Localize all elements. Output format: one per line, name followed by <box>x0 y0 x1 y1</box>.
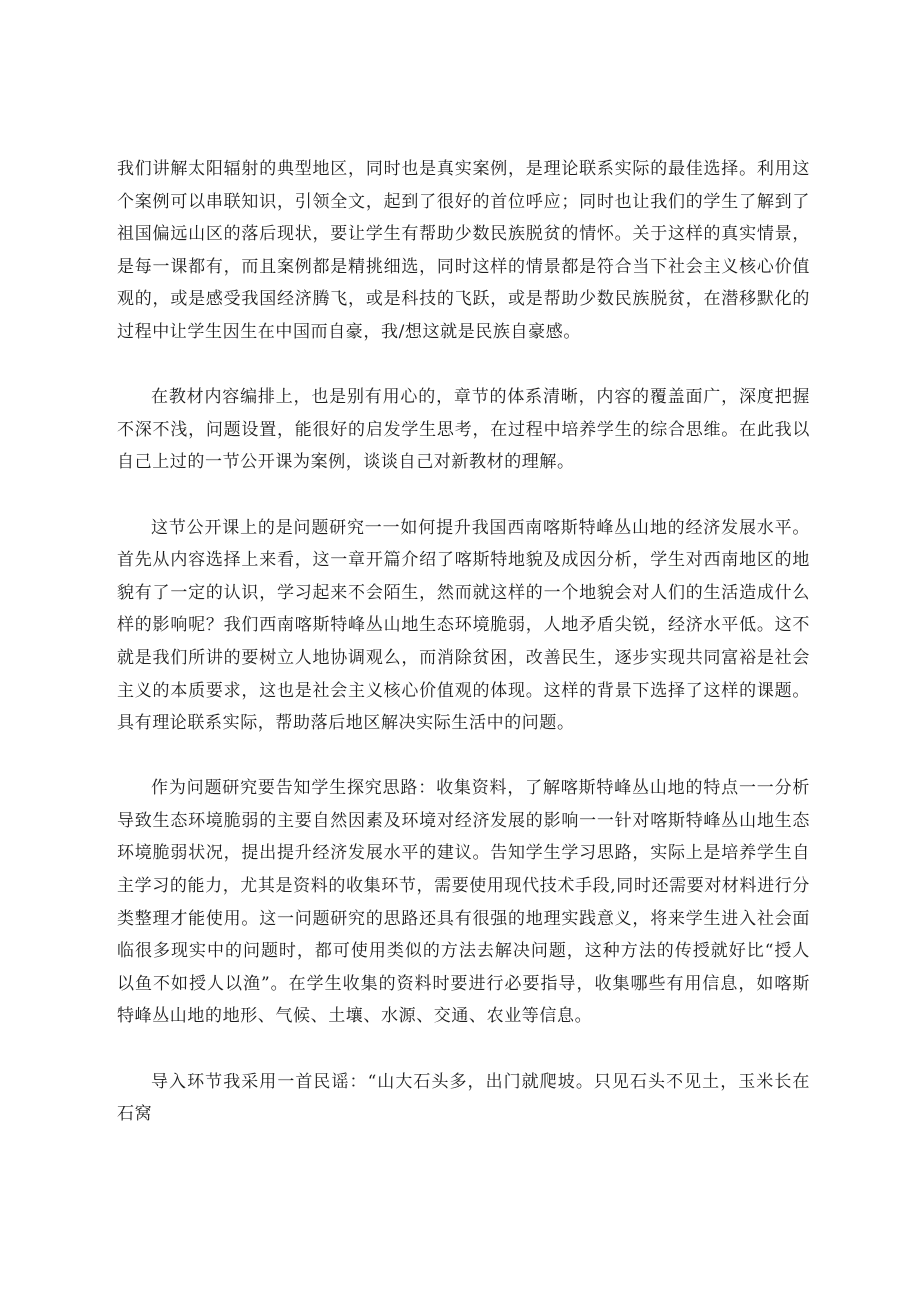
document-body <box>117 153 810 1131</box>
paragraph-open-class-topic: 这节公开课上的是问题研究一一如何提升我国西南喀斯特峰丛山地的经济发展水平。首先从内容选择上来看，这一章开篇介绍了喀斯特地貌及成因分析，学生对西南地区的地貌有了一定的认识，学习起来不会陌生，然而就这样的一个地貌会对人们的生活造成什么样的影响呢？我们西南喀斯特峰丛山地生态环境脆弱，人地矛盾尖锐，经济水平低。这不就是我们所讲的要树立人地协调观么，而消除贫困，改善民生，逐步实现共同富裕是社会主义的本质要求，这也是社会主义核心价值观的体现。这样的背景下选择了这样的课题。具有理论联系实际，帮助落后地区解决实际生活中的问题。 <box>117 517 810 734</box>
paragraph-introduction-folk-song: 导入环节我采用一首民谣：“山大石头多，出门就爬坡。只见石头不见土，玉米长在石窝 <box>117 1071 810 1125</box>
paragraph-textbook-arrangement: 在教材内容编排上，也是别有用心的，章节的体系清晰，内容的覆盖面广，深度把握不深不浅，问题设置，能很好的启发学生思考，在过程中培养学生的综合思维。在此我以自己上过的一节公开课为案例，谈谈自己对新教材的理解。 <box>117 387 810 473</box>
paragraph-research-approach: 作为问题研究要告知学生探究思路：收集资料，了解喀斯特峰丛山地的特点一一分析导致生态环境脆弱的主要自然因素及环境对经济发展的影响一一针对喀斯特峰丛山地生态环境脆弱状况，提出提升经济发展水平的建议。告知学生学习思路，实际上是培养学生自主学习的能力，尤其是资料的收集环节，需要使用现代技术手段,同时还需要对材料进行分类整理才能使用。这一问题研究的思路还具有很强的地理实践意义，将来学生进入社会面临很多现实中的问题时，都可使用类似的方法去解决问题，这种方法的传授就好比“授人以鱼不如授人以渔”。在学生收集的资料时要进行必要指导，收集哪些有用信息，如喀斯特峰丛山地的地形、气候、土壤、水源、交通、农业等信息。 <box>117 778 810 1027</box>
paragraph-solar-radiation-case: 我们讲解太阳辐射的典型地区，同时也是真实案例，是理论联系实际的最佳选择。利用这个案例可以串联知识，引领全文，起到了很好的首位呼应；同时也让我们的学生了解到了祖国偏远山区的落后现状，要让学生有帮助少数民族脱贫的情怀。关于这样的真实情景，是每一课都有，而且案例都是精挑细选，同时这样的情景都是符合当下社会主义核心价值观的，或是感受我国经济腾飞，或是科技的飞跃，或是帮助少数民族脱贫，在潜移默化的过程中让学生因生在中国而自豪，我/想这就是民族自豪感。 <box>117 159 810 342</box>
